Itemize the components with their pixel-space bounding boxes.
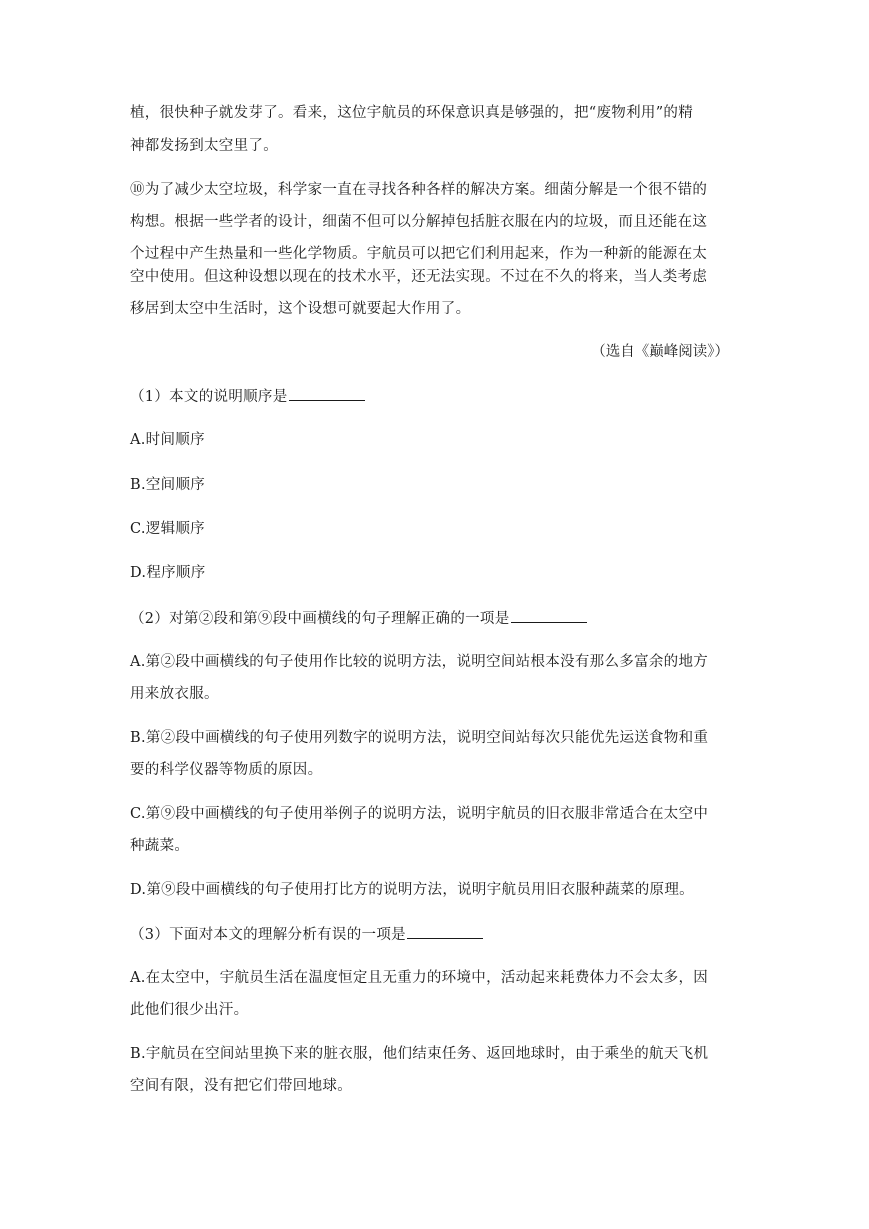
answer-blank-3[interactable] <box>407 924 483 939</box>
passage-line: 构想。根据一些学者的设计，细菌不但可以分解掉包括脏衣服在内的垃圾，而且还能在这 <box>130 214 708 230</box>
passage-line: 个过程中产生热量和一些化学物质。宇航员可以把它们利用起来，作为一种新的能源在太 <box>130 246 708 262</box>
question-1-option-c: C.逻辑顺序 <box>130 521 205 537</box>
question-2-option-c-line1: C.第⑨段中画横线的句子使用举例子的说明方法，说明宇航员的旧衣服非常适合在太空中 <box>130 806 709 822</box>
passage-line: ⑩为了减少太空垃圾，科学家一直在寻找各种各样的解决方案。细菌分解是一个很不错的 <box>130 182 708 198</box>
question-3-option-b-line1: B.宇航员在空间站里换下来的脏衣服，他们结束任务、返回地球时，由于乘坐的航天飞机 <box>130 1046 709 1062</box>
question-2-option-b-line2: 要的科学仪器等物质的原因。 <box>130 762 323 778</box>
question-3-stem <box>130 924 483 945</box>
question-2-option-d: D.第⑨段中画横线的句子使用打比方的说明方法，说明宇航员用旧衣服种蔬菜的原理。 <box>130 882 694 898</box>
passage-line: 神都发扬到太空里了。 <box>130 138 278 154</box>
question-3-option-a-line2: 此他们很少出汗。 <box>130 1002 249 1018</box>
question-1-option-b: B.空间顺序 <box>130 477 206 493</box>
question-1-option-d: D.程序顺序 <box>130 565 206 581</box>
question-2-stem <box>130 608 587 629</box>
question-2-option-b-line1: B.第②段中画横线的句子使用列数字的说明方法，说明空间站每次只能优先运送食物和重 <box>130 730 709 746</box>
passage-line: 植，很快种子就发芽了。看来，这位宇航员的环保意识真是够强的，把“废物利用”的精 <box>130 105 694 121</box>
question-2-option-c-line2: 种蔬菜。 <box>130 838 190 854</box>
question-2-text: （2）对第②段和第⑨段中画横线的句子理解正确的一项是 <box>130 611 510 627</box>
source-citation: （选自《巅峰阅读》） <box>591 344 729 360</box>
question-3-option-a-line1: A.在太空中，宇航员生活在温度恒定且无重力的环境中，活动起来耗费体力不会太多，因 <box>130 970 709 986</box>
passage-line: 空中使用。但这种设想以现在的技术水平，还无法实现。不过在不久的将来，当人类考虑 <box>130 269 708 285</box>
question-2-option-a-line2: 用来放衣服。 <box>130 686 219 702</box>
answer-blank-2[interactable] <box>511 608 587 623</box>
question-3-text: （3）下面对本文的理解分析有误的一项是 <box>130 927 406 943</box>
answer-blank-1[interactable] <box>289 386 365 401</box>
question-2-option-a-line1: A.第②段中画横线的句子使用作比较的说明方法，说明空间站根本没有那么多富余的地方 <box>130 654 709 670</box>
question-1-stem <box>130 386 365 407</box>
question-1-text: （1）本文的说明顺序是 <box>130 389 288 405</box>
passage-line: 移居到太空中生活时，这个设想可就要起大作用了。 <box>130 301 471 317</box>
question-3-option-b-line2: 空间有限，没有把它们带回地球。 <box>130 1078 352 1094</box>
question-1-option-a: A.时间顺序 <box>130 432 205 448</box>
